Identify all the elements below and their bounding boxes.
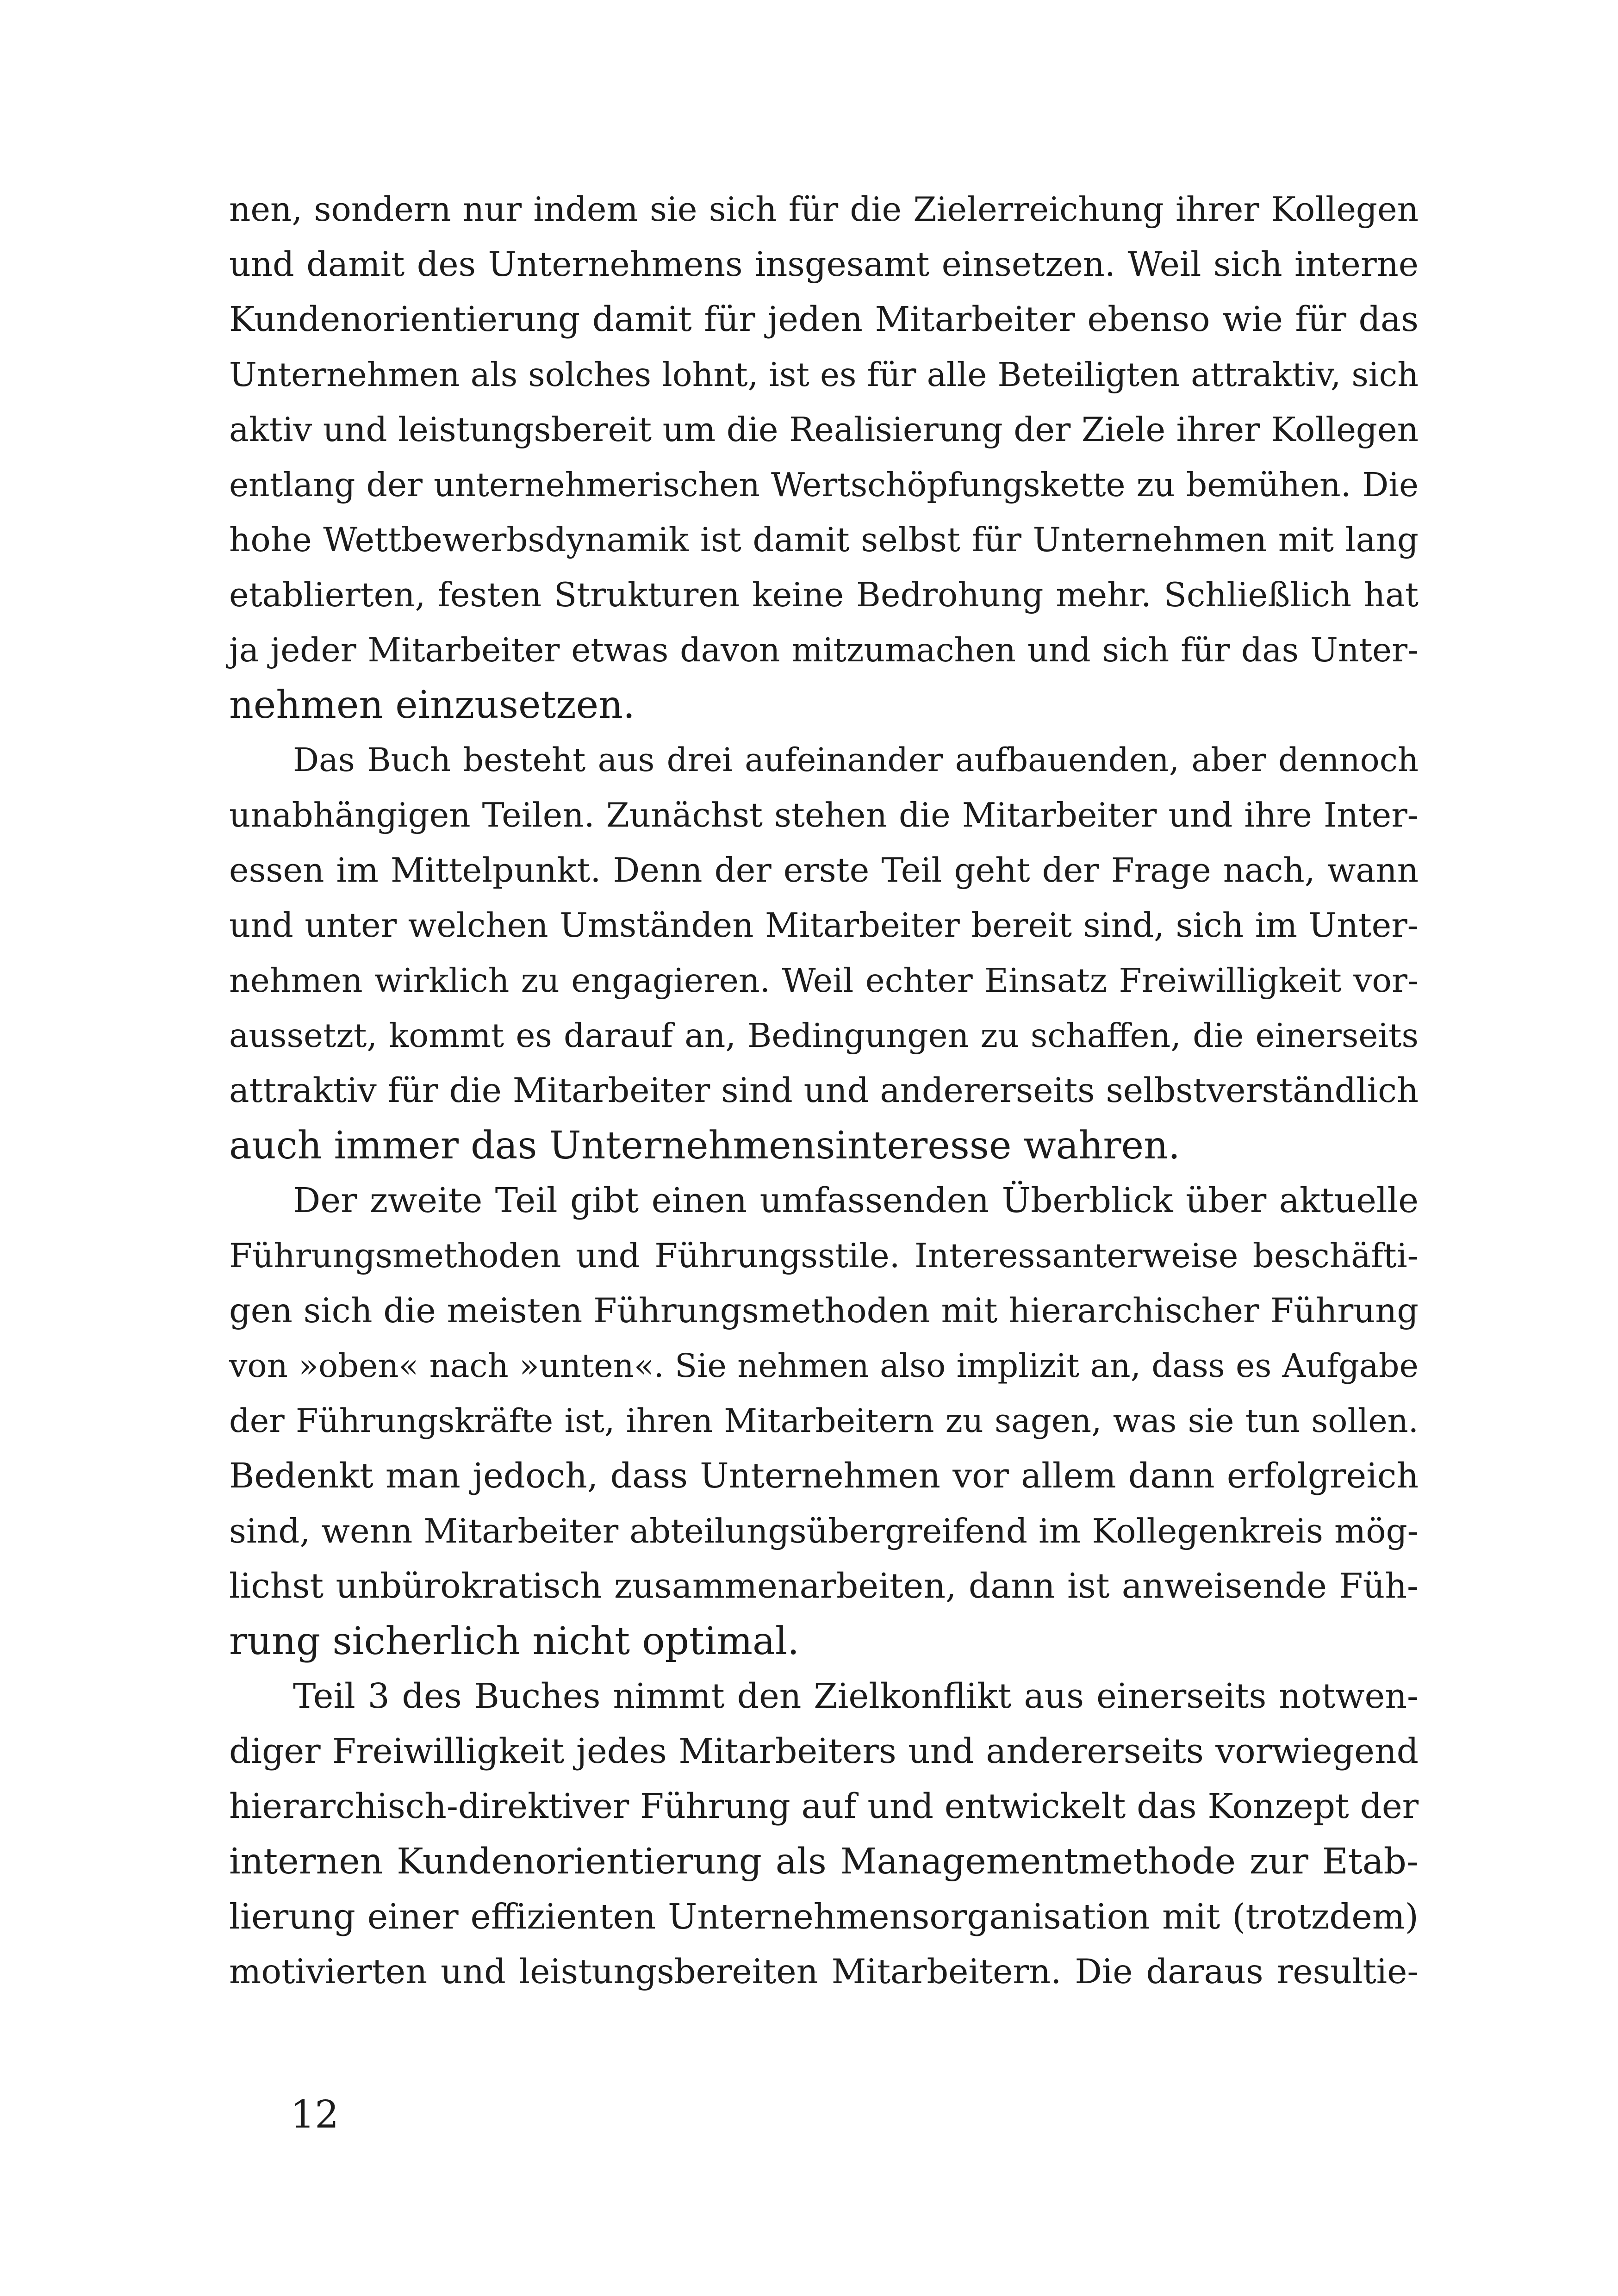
text-line: und damit des Unternehmens insgesamt einsetzen. Weil sich interne: [229, 245, 1419, 284]
text-line: Der zweite Teil gibt einen umfassenden Überblick über aktuelle: [293, 1181, 1419, 1220]
text-line: internen Kundenorientierung als Managementmethode zur Etab-: [229, 1841, 1419, 1882]
text-line: der Führungskräfte ist, ihren Mitarbeitern zu sagen, was sie tun sollen.: [229, 1402, 1419, 1440]
text-line: hierarchisch-direktiver Führung auf und entwickelt das Konzept der: [229, 1786, 1419, 1826]
text-line: etablierten, festen Strukturen keine Bedrohung mehr. Schließlich hat: [229, 575, 1419, 614]
text-line: nehmen wirklich zu engagieren. Weil echter Einsatz Freiwilligkeit vor-: [229, 961, 1419, 1000]
text-line: unabhängigen Teilen. Zunächst stehen die Mitarbeiter und ihre Inter-: [229, 796, 1419, 834]
text-line: von »oben« nach »unten«. Sie nehmen also implizit an, dass es Aufgabe: [229, 1347, 1419, 1385]
text-line: entlang der unternehmerischen Wertschöpfungskette zu bemühen. Die: [229, 466, 1419, 504]
text-line: Das Buch besteht aus drei aufeinander aufbauenden, aber dennoch: [293, 741, 1419, 779]
text-line: auch immer das Unternehmensinteresse wahren.: [229, 1124, 1180, 1168]
text-line: aussetzt, kommt es darauf an, Bedingungen zu schaffen, die einerseits: [229, 1016, 1419, 1055]
text-line: Kundenorientierung damit für jeden Mitarbeiter ebenso wie für das: [229, 299, 1419, 339]
text-line: lierung einer effizienten Unternehmensorganisation mit (trotzdem): [229, 1896, 1419, 1937]
text-line: nen, sondern nur indem sie sich für die Zielerreichung ihrer Kollegen: [229, 190, 1419, 229]
text-line: motivierten und leistungsbereiten Mitarbeitern. Die daraus resultie-: [229, 1952, 1419, 1991]
text-line: ja jeder Mitarbeiter etwas davon mitzumachen und sich für das Unter-: [229, 631, 1419, 669]
text-line: diger Freiwilligkeit jedes Mitarbeiters und andererseits vorwiegend: [229, 1731, 1419, 1771]
text-line: gen sich die meisten Führungsmethoden mit hierarchischer Führung: [229, 1291, 1419, 1331]
text-line: essen im Mittelpunkt. Denn der erste Teil geht der Frage nach, wann: [229, 851, 1419, 890]
text-line: Bedenkt man jedoch, dass Unternehmen vor allem dann erfolgreich: [229, 1456, 1419, 1496]
text-line: lichst unbürokratisch zusammenarbeiten, dann ist anweisende Füh-: [229, 1566, 1419, 1606]
text-line: nehmen einzusetzen.: [229, 683, 635, 727]
text-line: aktiv und leistungsbereit um die Realisierung der Ziele ihrer Kollegen: [229, 410, 1419, 449]
text-line: hohe Wettbewerbsdynamik ist damit selbst für Unternehmen mit lang: [229, 520, 1419, 559]
body-text: [229, 182, 1419, 1999]
text-line: attraktiv für die Mitarbeiter sind und andererseits selbstverständlich: [229, 1071, 1419, 1110]
text-line: Teil 3 des Buches nimmt den Zielkonflikt aus einerseits notwen-: [293, 1676, 1419, 1716]
text-line: Führungsmethoden und Führungsstile. Interessanterweise beschäfti-: [229, 1236, 1419, 1275]
text-line: Unternehmen als solches lohnt, ist es für alle Beteiligten attraktiv, sich: [229, 355, 1419, 394]
text-line: rung sicherlich nicht optimal.: [229, 1619, 800, 1663]
text-line: sind, wenn Mitarbeiter abteilungsübergreifend im Kollegenkreis mög-: [229, 1512, 1419, 1550]
text-line: und unter welchen Umständen Mitarbeiter bereit sind, sich im Unter-: [229, 906, 1419, 945]
page-number: 12: [291, 2093, 339, 2137]
